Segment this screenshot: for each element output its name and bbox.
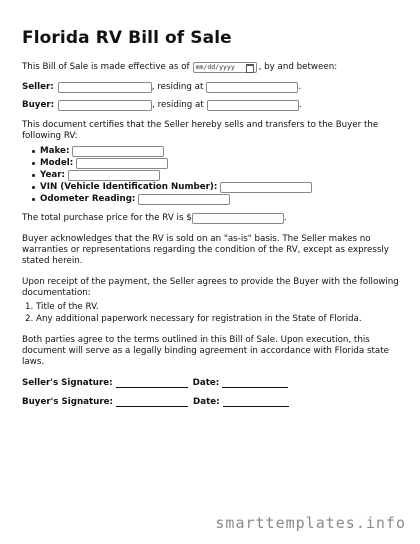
buyer-date-field[interactable]: [223, 398, 289, 407]
seller-label: Seller:: [22, 82, 54, 92]
seller-date-field[interactable]: [222, 379, 288, 388]
bullet: [32, 186, 35, 189]
buyer-signature-field[interactable]: [116, 398, 188, 407]
spec-vin: [22, 182, 402, 193]
payment-paragraph: Upon receipt of the payment, the Seller agrees to provide the Buyer with the following documentation:: [22, 277, 399, 298]
make-input[interactable]: [72, 146, 164, 157]
seller-signature-line: [22, 378, 402, 389]
odometer-label: Odometer Reading:: [40, 194, 136, 204]
seller-signature-label: Seller's Signature:: [22, 378, 113, 388]
intro-text: This Bill of Sale is made effective as of: [22, 62, 190, 72]
buyer-line: [22, 100, 402, 111]
buyer-name-input[interactable]: [58, 100, 152, 111]
seller-residing-label: , residing at: [151, 82, 204, 92]
calendar-icon: [246, 64, 254, 73]
year-input[interactable]: [68, 170, 160, 181]
spec-odometer: [22, 194, 402, 205]
documentation-list: [22, 302, 402, 325]
buyer-label: Buyer:: [22, 100, 55, 110]
seller-date-label: Date:: [192, 378, 220, 388]
buyer-period: .: [298, 100, 302, 110]
seller-address-input[interactable]: [206, 82, 298, 93]
year-label: Year:: [40, 170, 66, 180]
buyer-signature-label: Buyer's Signature:: [22, 397, 113, 407]
bullet: [32, 174, 35, 177]
buyer-address-input[interactable]: [207, 100, 299, 111]
documentation-item: 2. Any additional paperwork necessary for registration in the State of Florida.: [36, 314, 402, 325]
bullet: [32, 162, 35, 165]
bullet: [32, 150, 35, 153]
certify-paragraph: This document certifies that the Seller hereby sells and transfers to the Buyer the following RV:: [22, 120, 379, 141]
bill-of-sale-document: [22, 28, 402, 408]
model-label: Model:: [40, 158, 74, 168]
price-line: [22, 213, 402, 224]
documentation-item: 1. Title of the RV.: [36, 302, 402, 313]
agreement-paragraph: Both parties agree to the terms outlined in this Bill of Sale. Upon execution, this document will serve as a legally binding agreement in accordance with Florida state laws.: [22, 335, 389, 367]
odometer-input[interactable]: [138, 194, 230, 205]
buyer-residing-label: , residing at: [152, 100, 204, 110]
as-is-paragraph: Buyer acknowledges that the RV is sold on an "as-is" basis. The Seller makes no warranties or representations regarding the condition of the RV, except as expressly stated herein.: [22, 234, 389, 266]
intro-suffix: , by and between:: [258, 62, 338, 72]
seller-period: .: [298, 82, 302, 92]
vin-input[interactable]: [220, 182, 312, 193]
seller-signature-field[interactable]: [116, 379, 188, 388]
buyer-signature-line: [22, 397, 402, 408]
price-input[interactable]: [192, 213, 284, 224]
spec-model: [22, 158, 402, 169]
price-text: The total purchase price for the RV is $: [22, 213, 192, 223]
spec-make: [22, 146, 402, 157]
page-title: Florida RV Bill of Sale: [22, 28, 232, 48]
bullet: [32, 198, 35, 201]
vin-label: VIN (Vehicle Identification Number):: [40, 182, 218, 192]
price-period: .: [283, 213, 287, 223]
make-label: Make:: [40, 146, 70, 156]
spec-year: [22, 170, 402, 181]
seller-name-input[interactable]: [58, 82, 152, 93]
date-placeholder: mm/dd/yyyy: [195, 63, 235, 71]
rv-specs-list: [22, 146, 402, 205]
effective-date-input[interactable]: [193, 62, 257, 73]
buyer-date-label: Date:: [193, 397, 220, 407]
model-input[interactable]: [76, 158, 168, 169]
seller-line: [22, 82, 402, 93]
intro-line: [22, 62, 402, 73]
watermark: smarttemplates.info: [215, 514, 406, 532]
